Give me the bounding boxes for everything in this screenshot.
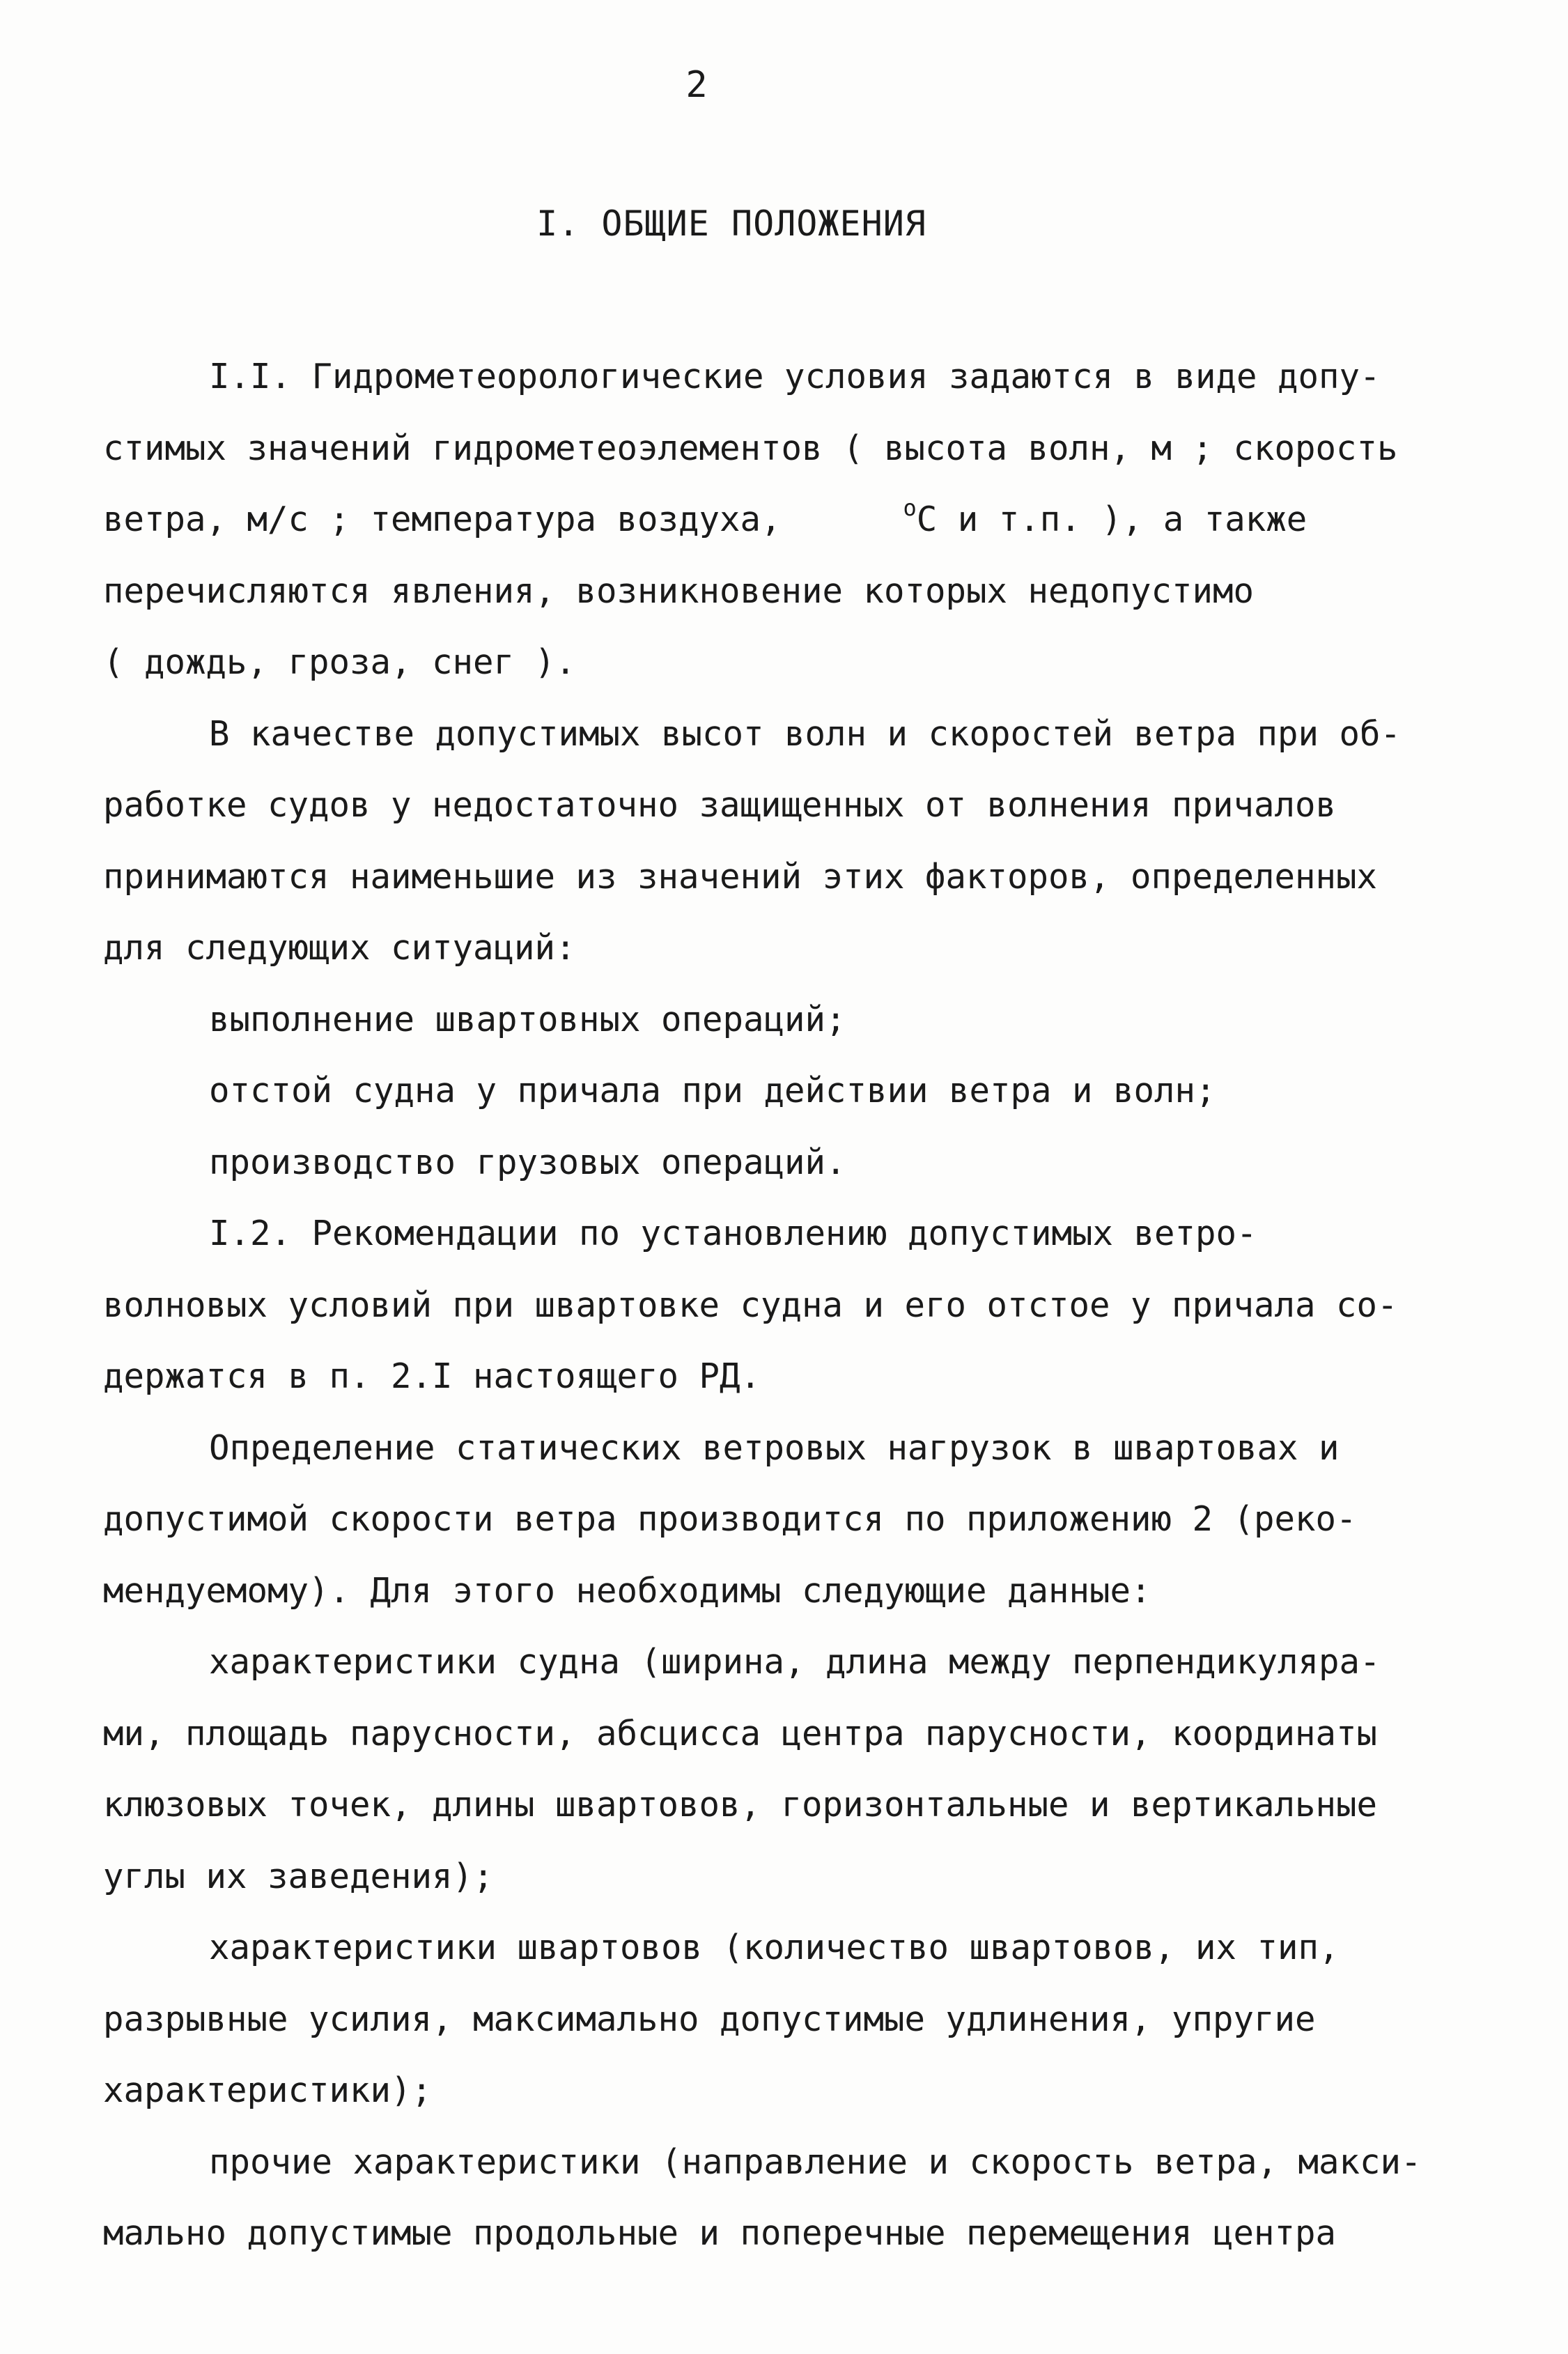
paragraph-line: держатся в п. 2.I настоящего РД. (103, 1356, 761, 1396)
list-item: прочие характеристики (направление и скорость ветра, макси- (209, 2142, 1422, 2182)
line-fragment: ветра, м/с ; температура воздуха, (103, 500, 782, 539)
paragraph-line: мендуемому). Для этого необходимы следующие данные: (103, 1570, 1151, 1611)
paragraph-line: ( дождь, гроза, снег ). (103, 642, 576, 682)
paragraph-line: ми, площадь парусности, абсцисса центра парусности, координаты (103, 1713, 1378, 1753)
paragraph-line: для следующих ситуаций: (103, 928, 576, 968)
list-item: выполнение швартовных операций; (209, 999, 846, 1039)
page-number: 2 (685, 64, 708, 106)
line-fragment: С и т.п. ), а также (916, 500, 1307, 539)
paragraph-line: принимаются наименьшие из значений этих факторов, определенных (103, 856, 1378, 897)
list-item: отстой судна у причала при действии ветра и волн; (209, 1071, 1216, 1110)
list-item: производство грузовых операций. (209, 1142, 846, 1182)
paragraph-line: работке судов у недостаточно защищенных от волнения причалов (103, 785, 1337, 825)
list-item: характеристики судна (ширина, длина между перпендикуляра- (209, 1642, 1381, 1682)
paragraph-line (103, 484, 1468, 556)
paragraph-line: разрывные усилия, максимально допустимые удлинения, упругие (103, 1999, 1316, 2039)
paragraph-line: В качестве допустимых высот волн и скоростей ветра при об- (209, 713, 1402, 754)
paragraph-line: характеристики); (103, 2070, 433, 2110)
paragraph-line: I.2. Рекомендации по установлению допустимых ветро- (209, 1214, 1257, 1253)
paragraph-line: мально допустимые продольные и поперечные перемещения центра (103, 2213, 1337, 2253)
paragraph-line: допустимой скорости ветра производится по приложению 2 (реко- (103, 1499, 1357, 1539)
paragraph-line: волновых условий при швартовке судна и его отстое у причала со- (103, 1285, 1398, 1325)
section-heading: I. ОБЩИЕ ПОЛОЖЕНИЯ (536, 203, 926, 244)
paragraph-line: углы их заведения); (103, 1856, 494, 1896)
paragraph-line: Определение статических ветровых нагрузок в швартовах и (209, 1427, 1340, 1468)
paragraph-line: I.I. Гидрометеорологические условия задаются в виде допу- (209, 357, 1381, 396)
paragraph-line: перечисляются явления, возникновение которых недопустимо (103, 571, 1255, 611)
body-text (103, 341, 1468, 2270)
paragraph-line: стимых значений гидрометеоэлементов ( высота волн, м ; скорость (103, 428, 1398, 468)
degree-symbol: o (903, 495, 917, 521)
list-item: характеристики швартовов (количество швартовов, их тип, (209, 1928, 1340, 1967)
paragraph-line: клюзовых точек, длины швартовов, горизонтальные и вертикальные (103, 1785, 1378, 1825)
